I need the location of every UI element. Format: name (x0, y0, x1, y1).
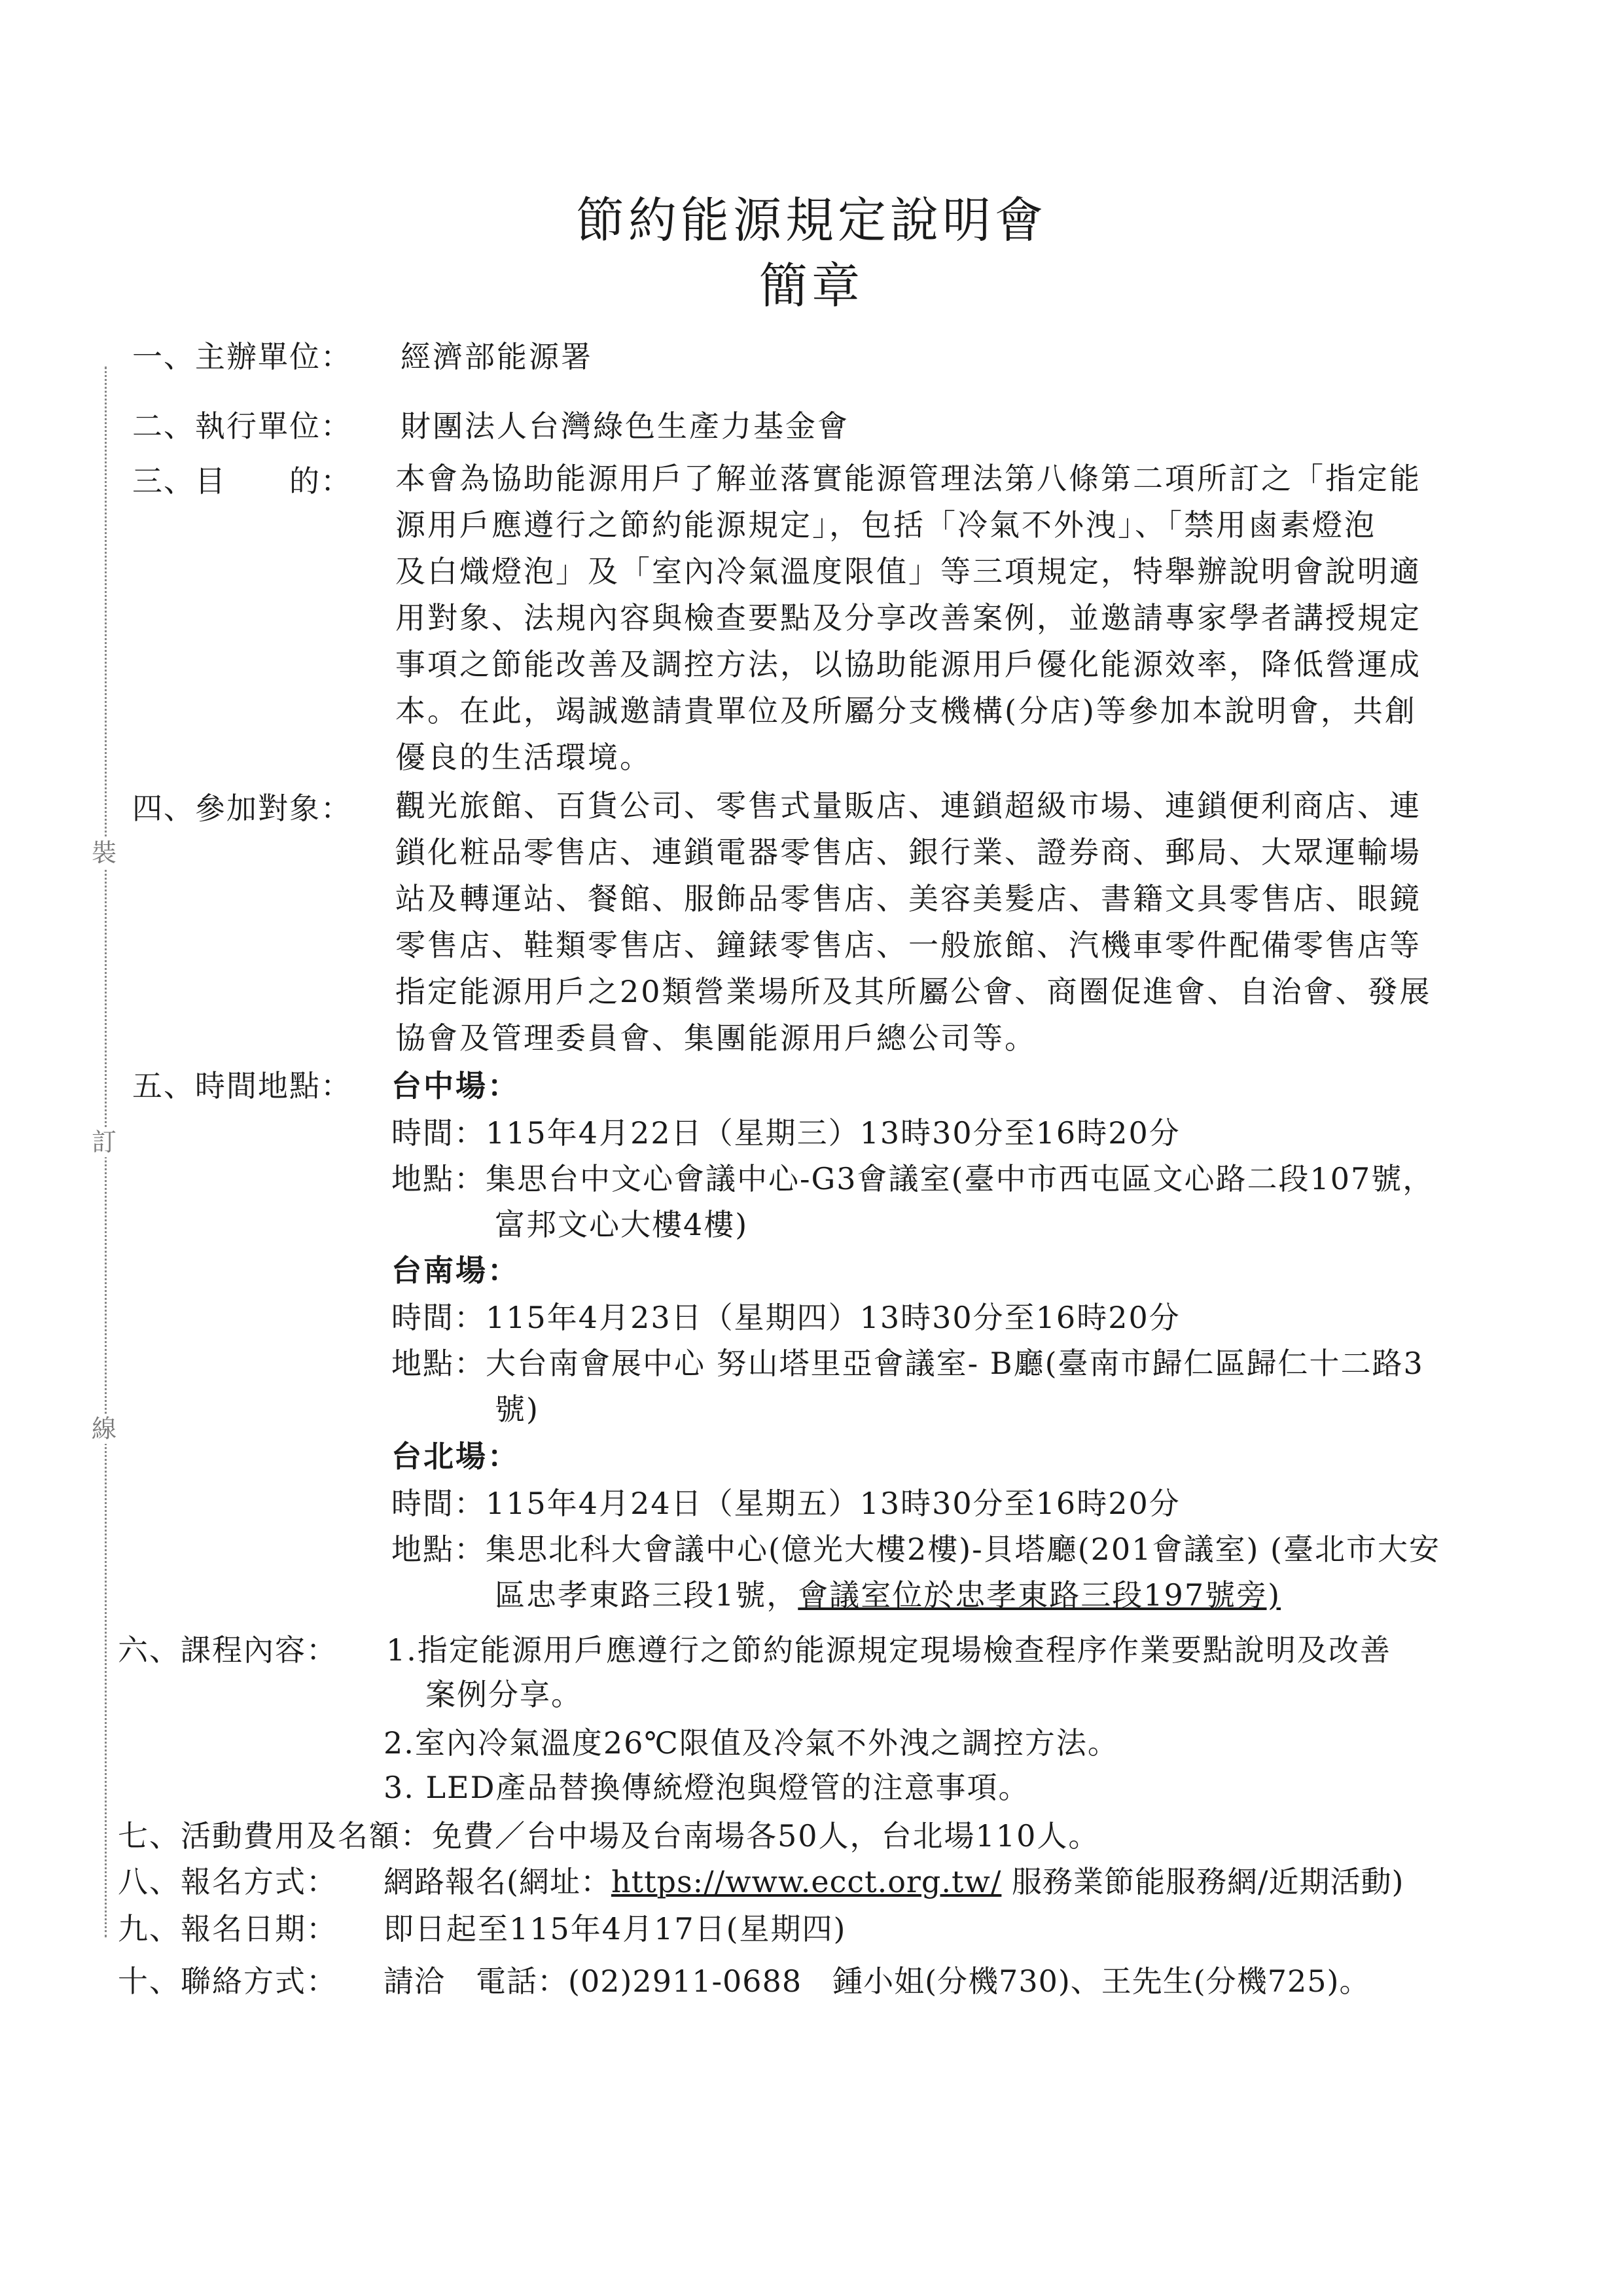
organizer-value: 經濟部能源署 (401, 339, 593, 374)
tainan-time: 時間：115年4月23日（星期四）13時30分至16時20分 (391, 1300, 1181, 1335)
tainan-place-cont: 號) (495, 1391, 539, 1427)
participants-line: 指定能源用戶之20類營業場所及其所屬公會、商圈促進會、自治會、發展 (395, 974, 1432, 1009)
participants-line: 零售店、鞋類零售店、鐘錶零售店、一般旅館、汽機車零件配備零售店等 (395, 927, 1421, 963)
taichung-place-cont: 富邦文心大樓4樓) (495, 1207, 749, 1242)
binding-char-1: 裝 (92, 838, 117, 867)
taichung-place: 地點：集思台中文心會議中心-G3會議室(臺中市西屯區文心路二段107號， (391, 1161, 1435, 1196)
purpose-line: 優良的生活環境。 (395, 740, 652, 775)
organizer-label: 一、主辦單位： (132, 339, 352, 374)
contact-value: 請洽 電話：(02)2911-0688 鍾小姐(分機730)、王先生(分機725)。 (383, 1964, 1370, 1999)
fee-line: 七、活動費用及名額：免費／台中場及台南場各50人，台北場110人。 (118, 1818, 1100, 1854)
taipei-address: 區忠孝東路三段1號， (495, 1577, 798, 1613)
participants-line: 站及轉運站、餐館、服飾品零售店、美容美髮店、書籍文具零售店、眼鏡 (395, 881, 1421, 916)
page-subtitle: 簡章 (759, 258, 864, 314)
course-item-2: 2.室內冷氣溫度26℃限值及冷氣不外洩之調控方法。 (383, 1725, 1119, 1761)
registration-label: 八、報名方式： (118, 1864, 338, 1899)
purpose-label: 三、目 的： (132, 463, 352, 499)
purpose-line: 用對象、法規內容與檢查要點及分享改善案例，並邀請專家學者講授規定 (395, 600, 1421, 636)
course-item-3: 3. LED產品替換傳統燈泡與燈管的注意事項。 (383, 1770, 1030, 1805)
tainan-place: 地點：大台南會展中心 努山塔里亞會議室- B廳(臺南市歸仁區歸仁十二路3 (391, 1346, 1424, 1381)
purpose-line: 事項之節能改善及調控方法，以協助能源用戶優化能源效率，降低營運成 (395, 647, 1421, 682)
binding-char-2: 訂 (92, 1128, 117, 1157)
registration-pre: 網路報名(網址： (383, 1864, 611, 1899)
registration-url-link[interactable]: https://www.ecct.org.tw/ (611, 1864, 1002, 1899)
purpose-line: 及白熾燈泡」及「室內冷氣溫度限值」等三項規定，特舉辦說明會說明適 (395, 554, 1421, 589)
course-item-1-cont: 案例分享。 (425, 1677, 582, 1712)
purpose-text (395, 456, 1542, 781)
taipei-place: 地點：集思北科大會議中心(億光大樓2樓)-貝塔廳(201會議室) (臺北市大安 (391, 1532, 1440, 1567)
purpose-line: 本。在此，竭誠邀請貴單位及所屬分支機構(分店)等參加本說明會，共創 (395, 693, 1417, 728)
executor-value: 財團法人台灣綠色生產力基金會 (401, 408, 849, 444)
executor-label: 二、執行單位： (132, 408, 352, 444)
deadline-label: 九、報名日期： (118, 1911, 338, 1946)
binding-char-3: 線 (92, 1414, 117, 1443)
registration-value (383, 1864, 1404, 1899)
participants-label: 四、參加對象： (132, 791, 352, 826)
taichung-time: 時間：115年4月22日（星期三）13時30分至16時20分 (391, 1115, 1181, 1151)
participants-line: 觀光旅館、百貨公司、零售式量販店、連鎖超級市場、連鎖便利商店、連 (395, 788, 1421, 823)
taichung-heading: 台中場： (391, 1068, 520, 1103)
purpose-line: 本會為協助能源用戶了解並落實能源管理法第八條第二項所訂之「指定能 (395, 461, 1421, 496)
schedule-label: 五、時間地點： (132, 1068, 352, 1103)
course-label: 六、課程內容： (118, 1632, 338, 1668)
course-item-1: 1.指定能源用戶應遵行之節約能源規定現場檢查程序作業要點說明及改善 (386, 1632, 1391, 1668)
purpose-line: 源用戶應遵行之節約能源規定」，包括「冷氣不外洩」、「禁用鹵素燈泡 (395, 507, 1376, 543)
page-title: 節約能源規定說明會 (576, 192, 1047, 249)
participants-line: 鎖化粧品零售店、連鎖電器零售店、銀行業、證券商、郵局、大眾運輸場 (395, 834, 1421, 870)
taipei-time: 時間：115年4月24日（星期五）13時30分至16時20分 (391, 1486, 1181, 1521)
deadline-value: 即日起至115年4月17日(星期四) (383, 1911, 847, 1946)
participants-line: 協會及管理委員會、集團能源用戶總公司等。 (395, 1020, 1037, 1056)
taipei-heading: 台北場： (391, 1439, 520, 1474)
registration-post: 服務業節能服務網/近期活動) (1001, 1864, 1404, 1899)
taipei-room-note: 會議室位於忠孝東路三段197號旁) (798, 1577, 1281, 1613)
tainan-heading: 台南場： (391, 1253, 520, 1288)
participants-text (395, 783, 1542, 1062)
taipei-place-cont (495, 1577, 1281, 1613)
contact-label: 十、聯絡方式： (118, 1964, 338, 1999)
